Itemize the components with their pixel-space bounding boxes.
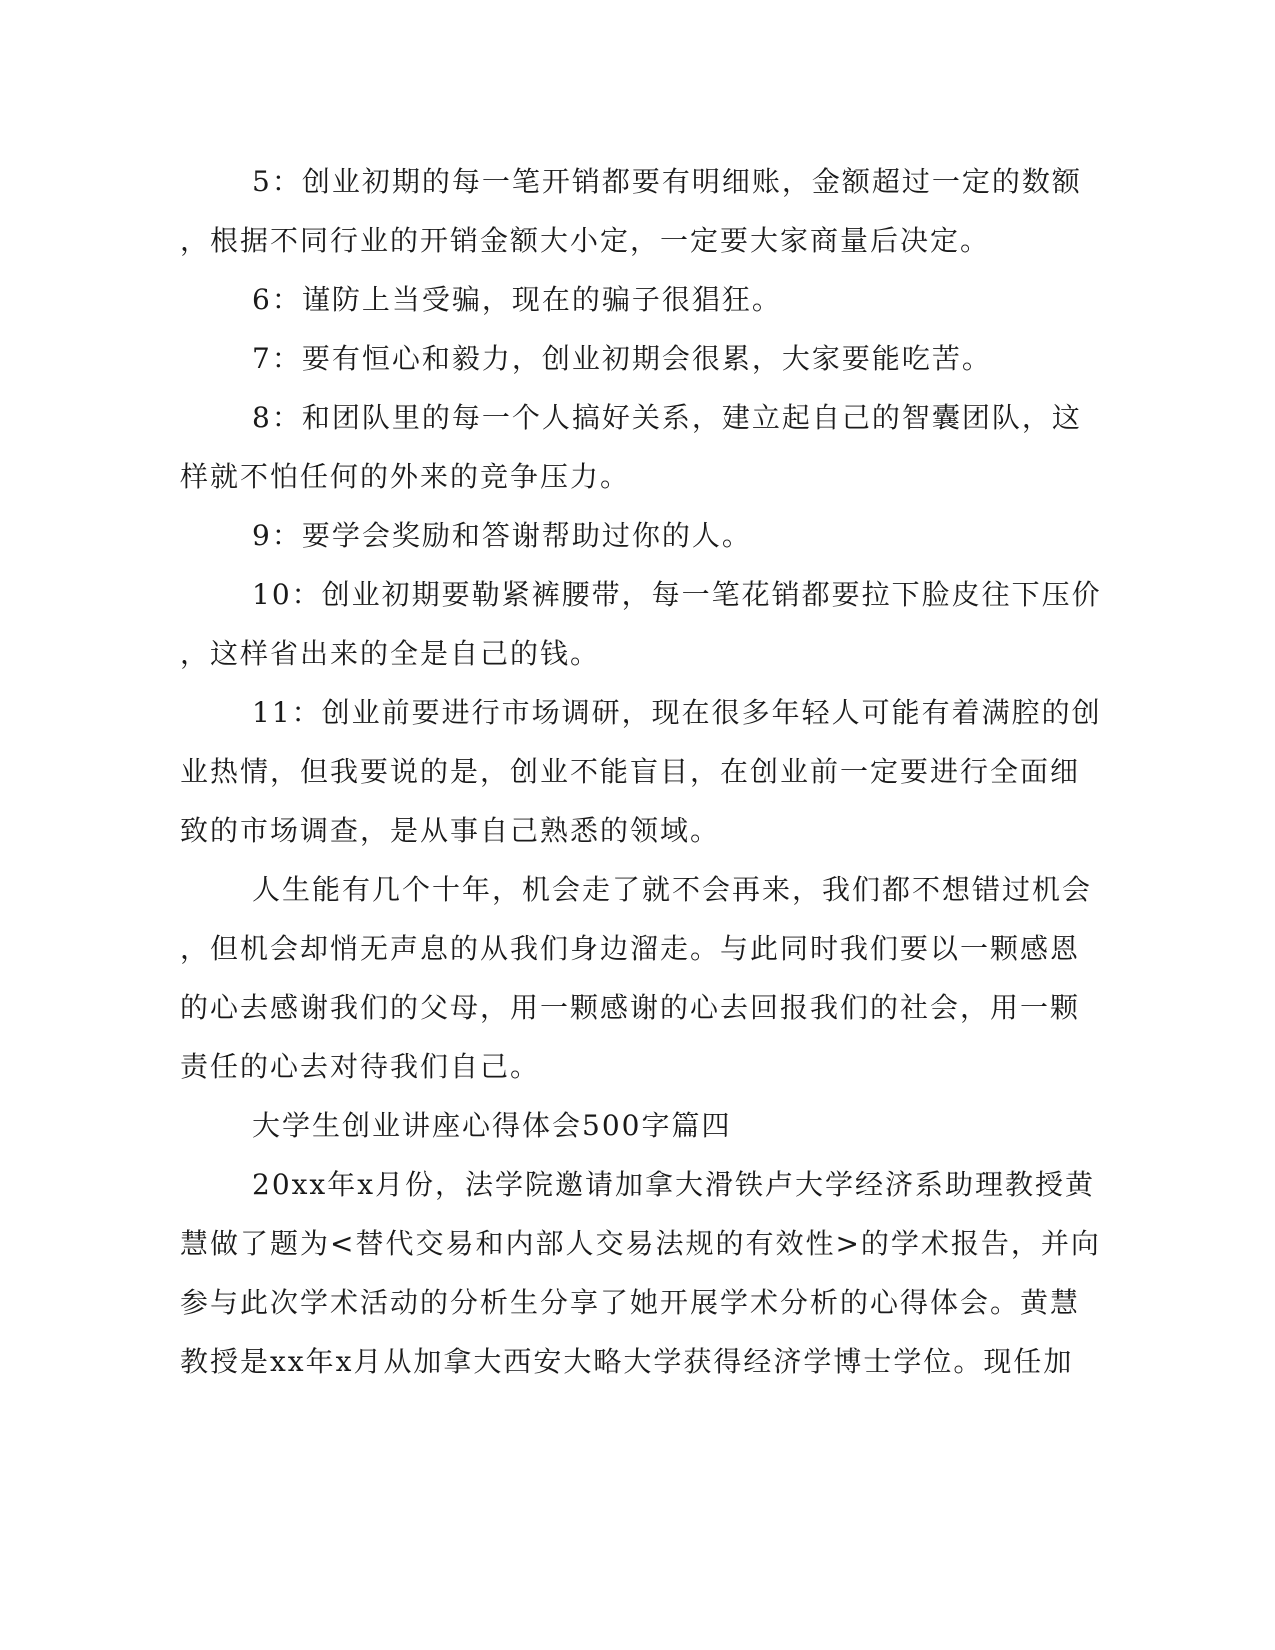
paragraph-line: 业热情，但我要说的是，创业不能盲目，在创业前一定要进行全面细 xyxy=(180,755,1081,788)
paragraph-line: 参与此次学术活动的分析生分享了她开展学术分析的心得体会。黄慧 xyxy=(180,1286,1081,1319)
section-heading: 大学生创业讲座心得体会500字篇四 xyxy=(252,1109,732,1142)
paragraph-line: 人生能有几个十年，机会走了就不会再来，我们都不想错过机会 xyxy=(252,873,1093,906)
paragraph-line: ，根据不同行业的开销金额大小定，一定要大家商量后决定。 xyxy=(180,224,991,257)
paragraph-9 xyxy=(180,506,1030,565)
paragraph-line: 致的市场调查，是从事自己熟悉的领域。 xyxy=(180,814,721,847)
paragraph-line: 20xx年x月份，法学院邀请加拿大滑铁卢大学经济系助理教授黄 xyxy=(252,1168,1096,1201)
paragraph-line: 6：谨防上当受骗，现在的骗子很猖狂。 xyxy=(252,283,782,316)
paragraph-line: 5：创业初期的每一笔开销都要有明细账，金额超过一定的数额 xyxy=(252,165,1082,198)
paragraph-line: 8：和团队里的每一个人搞好关系，建立起自己的智囊团队，这 xyxy=(252,401,1082,434)
paragraph-line: 教授是xx年x月从加拿大西安大略大学获得经济学博士学位。现任加 xyxy=(180,1345,1074,1378)
paragraph-line: 慧做了题为<替代交易和内部人交易法规的有效性>的学术报告，并向 xyxy=(180,1227,1101,1260)
paragraph-11 xyxy=(180,683,1102,860)
paragraph-7 xyxy=(180,329,1030,388)
paragraph-6 xyxy=(180,270,1030,329)
paragraph-line: ，但机会却悄无声息的从我们身边溜走。与此同时我们要以一颗感恩 xyxy=(180,932,1081,965)
paragraph-line: 10：创业初期要勒紧裤腰带，每一笔花销都要拉下脸皮往下压价 xyxy=(252,578,1102,611)
paragraph-closing xyxy=(180,1155,1101,1391)
paragraph-line: 责任的心去对待我们自己。 xyxy=(180,1050,541,1083)
paragraph-10 xyxy=(180,565,1102,683)
paragraph-5 xyxy=(180,152,1082,270)
paragraph-line: 11：创业前要进行市场调研，现在很多年轻人可能有着满腔的创 xyxy=(252,696,1102,729)
paragraph-line: ，这样省出来的全是自己的钱。 xyxy=(180,637,601,670)
paragraph-line: 9：要学会奖励和答谢帮助过你的人。 xyxy=(252,519,752,552)
paragraph-line: 样就不怕任何的外来的竞争压力。 xyxy=(180,460,631,493)
paragraph-8 xyxy=(180,388,1082,506)
paragraph-line: 7：要有恒心和毅力，创业初期会很累，大家要能吃苦。 xyxy=(252,342,992,375)
document-body xyxy=(180,152,1102,1391)
paragraph-line: 的心去感谢我们的父母，用一颗感谢的心去回报我们的社会，用一颗 xyxy=(180,991,1081,1024)
paragraph-life xyxy=(180,860,1093,1096)
